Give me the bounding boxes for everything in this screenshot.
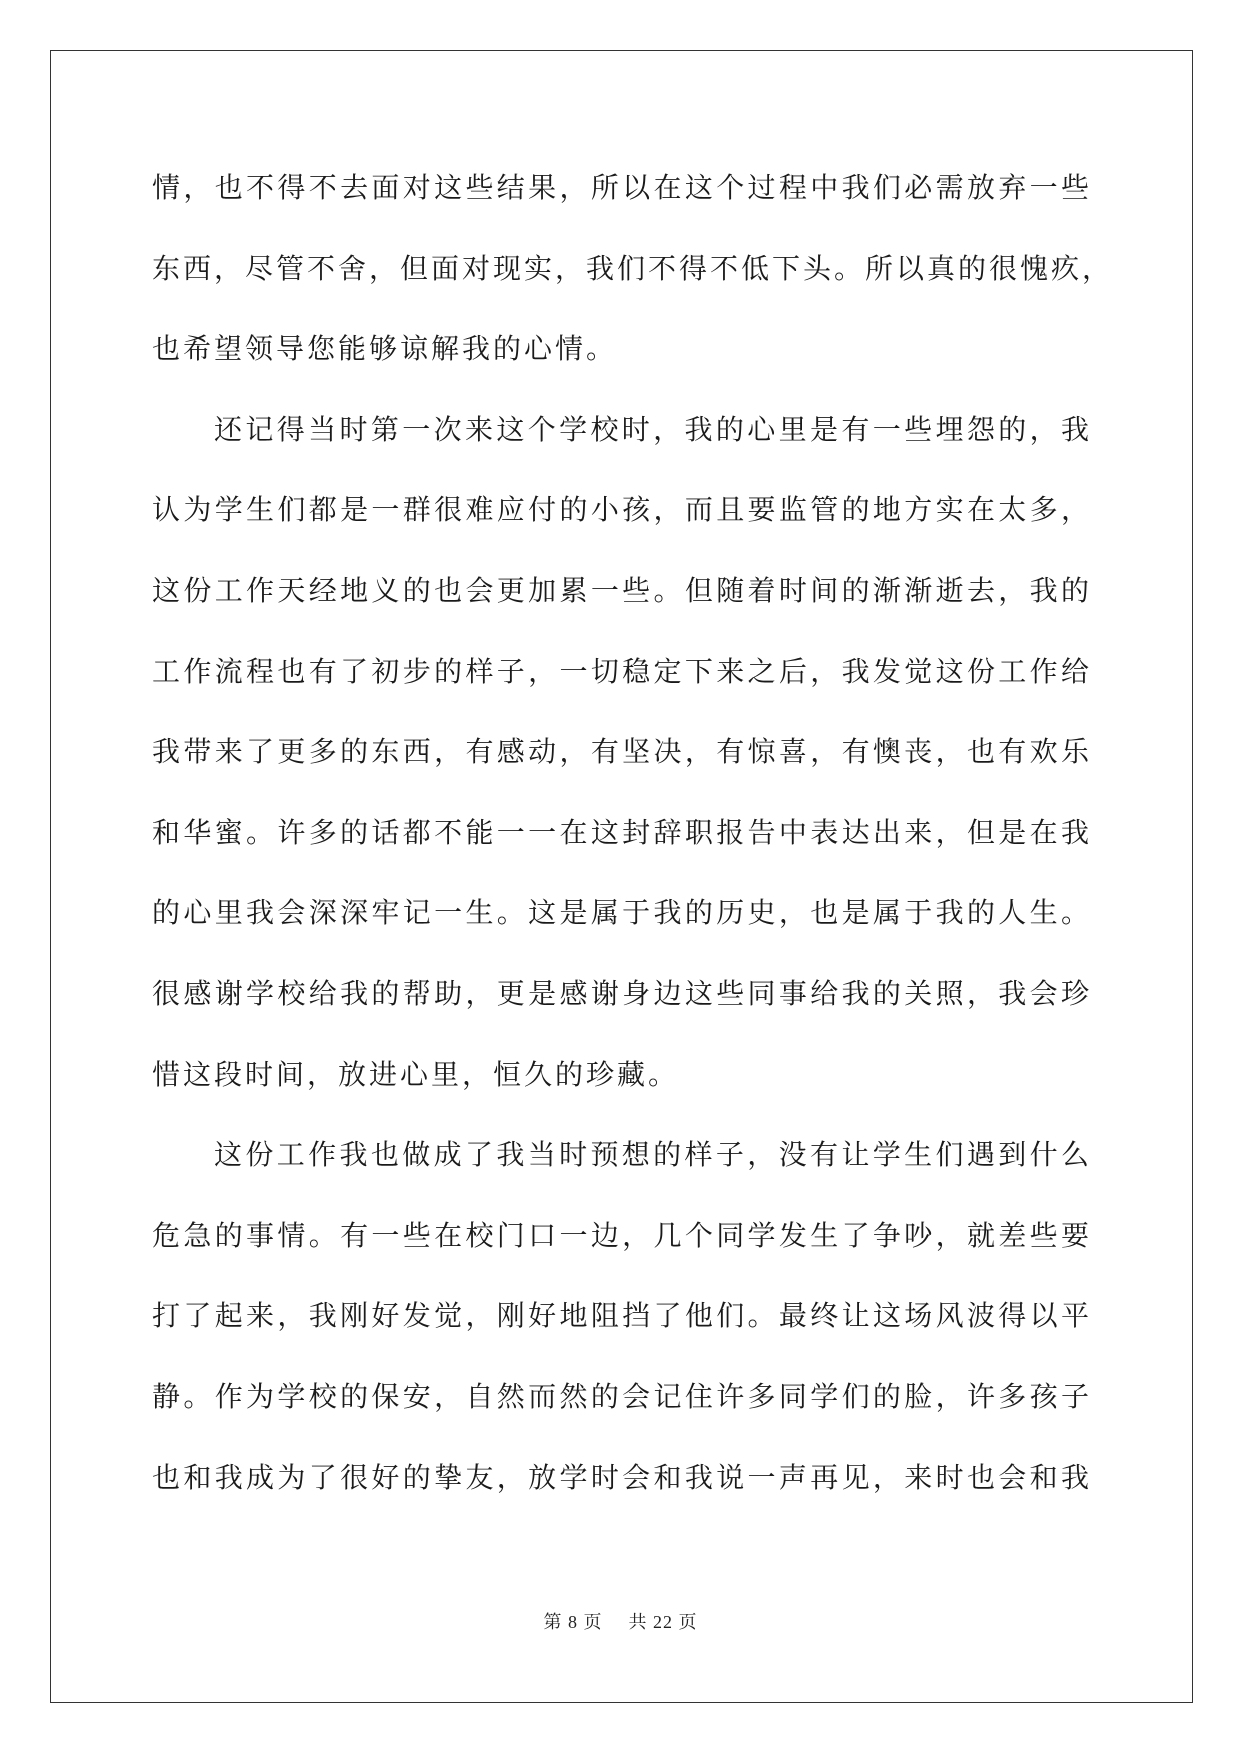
text-line: 和华蜜。许多的话都不能一一在这封辞职报告中表达出来，但是在我 [152,815,1092,849]
text-line: 工作流程也有了初步的样子，一切稳定下来之后，我发觉这份工作给 [152,654,1092,688]
text-line: 认为学生们都是一群很难应付的小孩，而且要监管的地方实在太多， [152,493,1092,527]
text-line: 东西，尽管不舍，但面对现实，我们不得不低下头。所以真的很愧疚， [152,251,1114,285]
text-line: 情，也不得不去面对这些结果，所以在这个过程中我们必需放弃一些 [152,171,1092,204]
text-line: 也希望领导您能够谅解我的心情。 [152,332,618,366]
document-body [152,160,1114,1530]
text-line: 危急的事情。有一些在校门口一边，几个同学发生了争吵，就差些要 [152,1218,1092,1252]
text-line: 我带来了更多的东西，有感动，有坚决，有惊喜，有懊丧，也有欢乐 [152,735,1092,769]
text-line: 的心里我会深深牢记一生。这是属于我的历史，也是属于我的人生。 [152,896,1092,930]
text-line: 惜这段时间，放进心里，恒久的珍藏。 [152,1057,680,1091]
text-line: 打了起来，我刚好发觉，刚好地阻挡了他们。最终让这场风波得以平 [152,1299,1092,1333]
text-line: 还记得当时第一次来这个学校时，我的心里是有一些埋怨的，我 [214,412,1092,446]
text-line: 这份工作天经地义的也会更加累一些。但随着时间的渐渐逝去，我的 [152,573,1092,607]
text-line: 这份工作我也做成了我当时预想的样子，没有让学生们遇到什么 [214,1138,1092,1172]
text-line: 很感谢学校给我的帮助，更是感谢身边这些同事给我的关照，我会珍 [152,976,1092,1010]
page-total: 共 22 页 [628,1612,698,1632]
text-line: 静。作为学校的保安，自然而然的会记住许多同学们的脸，许多孩子 [152,1379,1092,1413]
page-number: 第 8 页 [543,1612,603,1632]
page-footer [0,1608,1241,1634]
text-line: 也和我成为了很好的挚友，放学时会和我说一声再见，来时也会和我 [152,1460,1092,1494]
